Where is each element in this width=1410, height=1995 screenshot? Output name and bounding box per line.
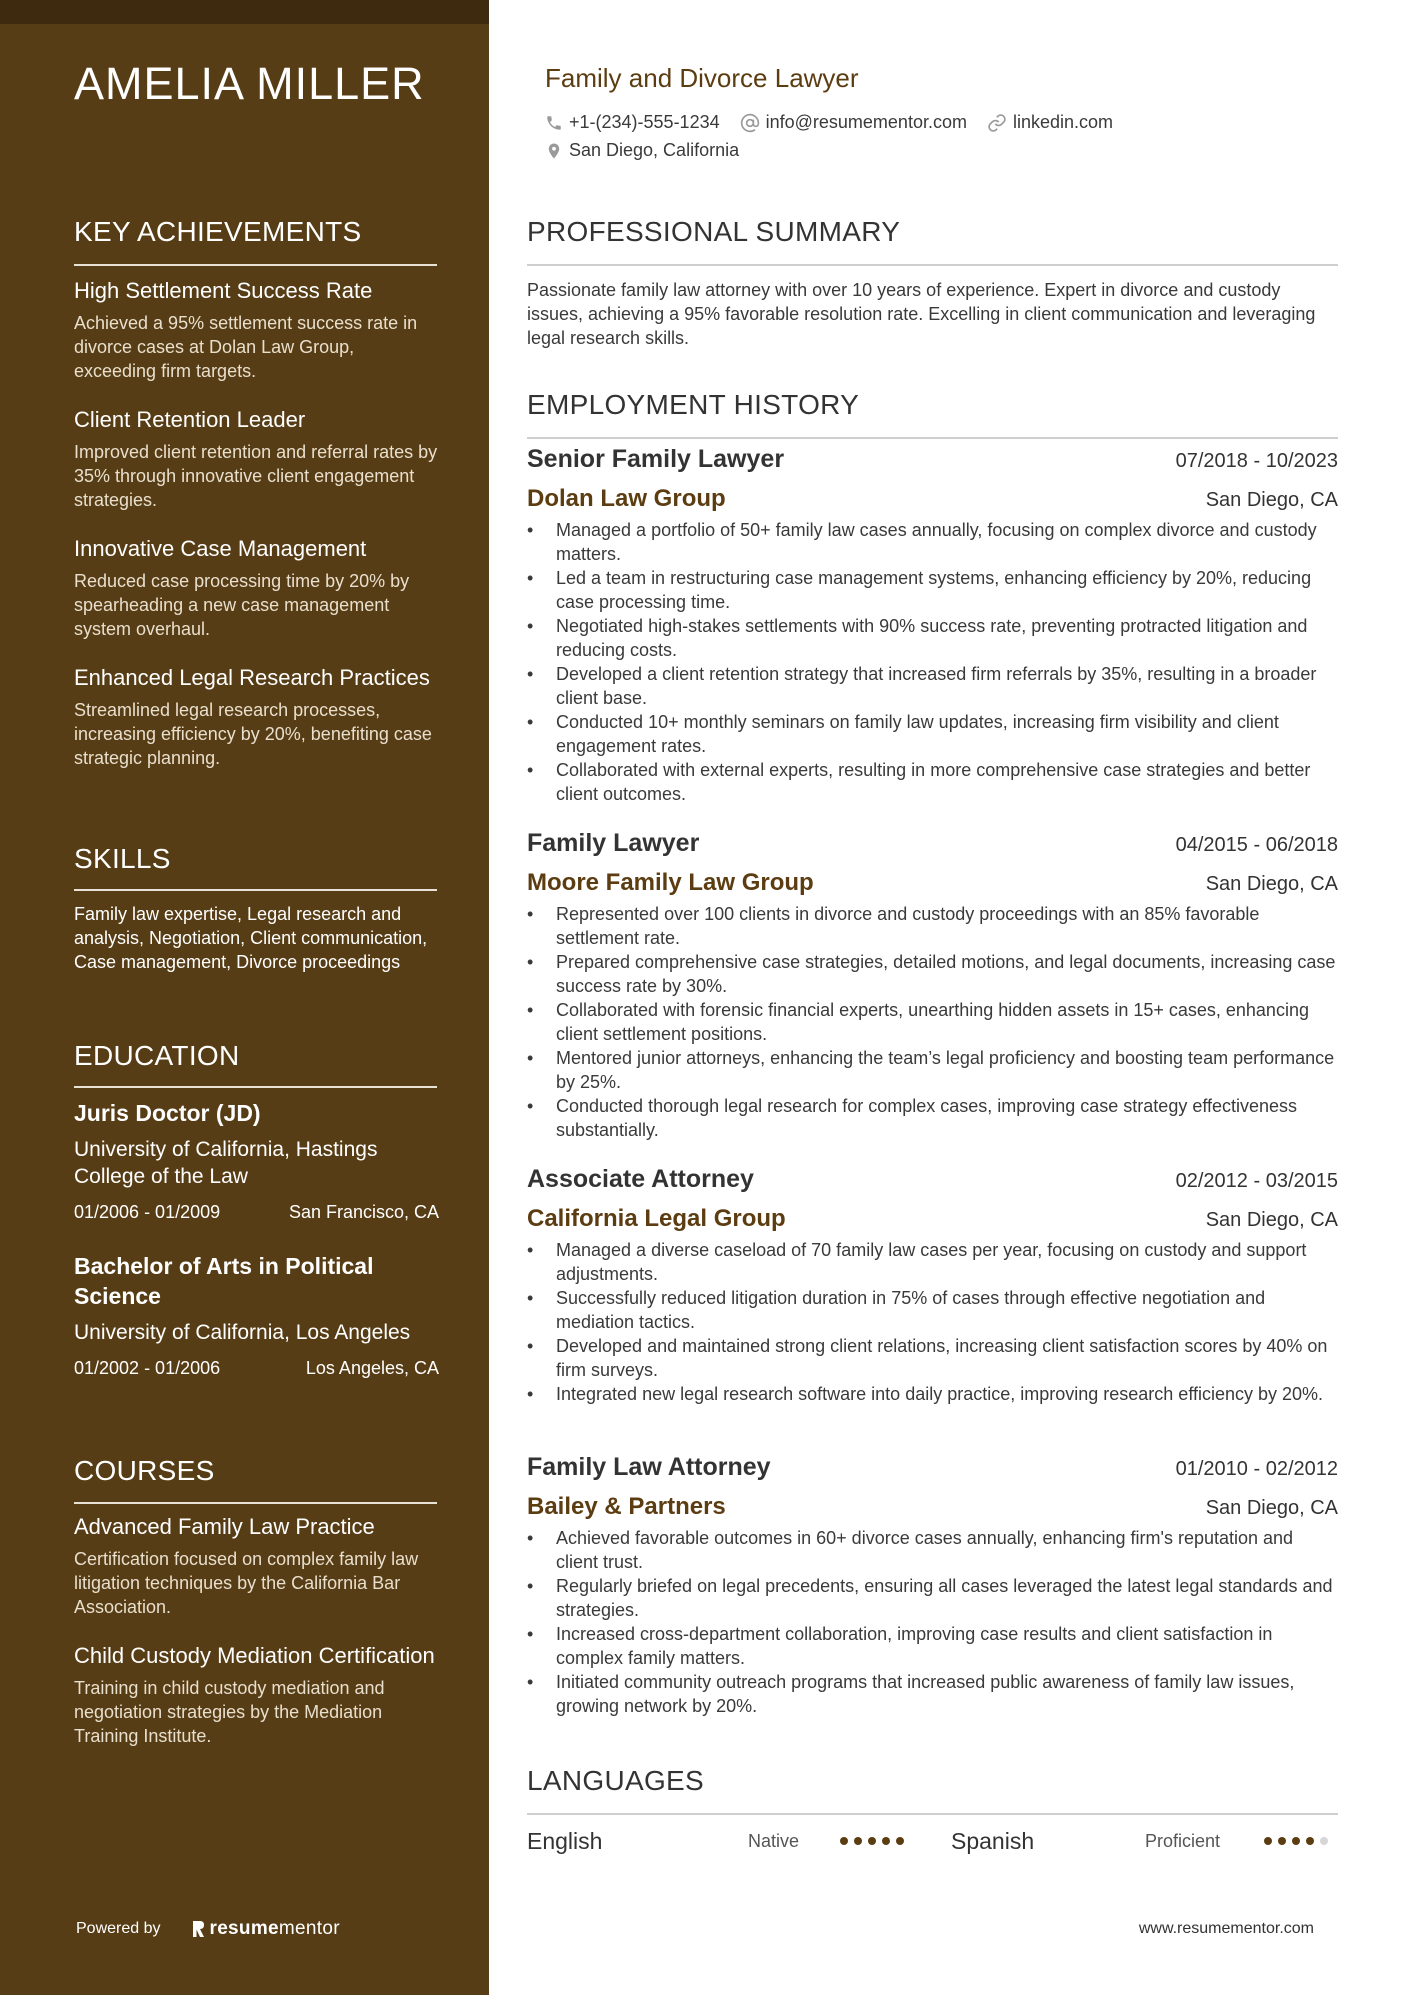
job-bullet: • Managed a diverse caseload of 70 family law cases per year, focusing on custody and support adjustments.	[527, 1238, 1338, 1286]
email-text: info@resumementor.com	[765, 112, 967, 132]
job-bullet: • Prepared comprehensive case strategies, detailed motions, and legal documents, increasing case success rate by 30%.	[527, 950, 1338, 998]
job-bullets	[527, 902, 1338, 1142]
job-bullet: • Regularly briefed on legal precedents, ensuring all cases leveraged the latest legal standards and strategies.	[527, 1574, 1338, 1622]
achievement-desc: Streamlined legal research processes, increasing efficiency by 20%, benefiting case strategic planning.	[74, 700, 432, 768]
job-title: Family Lawyer	[527, 829, 700, 857]
job-bullets	[527, 1238, 1338, 1406]
powered-by	[76, 1918, 340, 1940]
website-footer[interactable]: www.resumementor.com	[1138, 1920, 1314, 1937]
course-title: Advanced Family Law Practice	[74, 1514, 375, 1539]
job-bullet: • Collaborated with forensic financial experts, unearthing hidden assets in 15+ cases, enhancing client settlement positions.	[527, 998, 1338, 1046]
achievement-desc: Reduced case processing time by 20% by spearheading a new case management system overhaul.	[74, 571, 410, 639]
summary-divider	[527, 264, 1338, 266]
language-rating	[840, 1826, 910, 1856]
courses-heading: COURSES	[74, 1455, 215, 1486]
job-bullet: • Developed and maintained strong client relations, increasing client satisfaction scores by 40% on firm surveys.	[527, 1334, 1338, 1382]
courses-divider	[74, 1502, 437, 1504]
summary-heading: PROFESSIONAL SUMMARY	[527, 216, 901, 247]
powered-by-label: Powered by	[76, 1920, 161, 1937]
link-icon	[987, 113, 1007, 133]
job-company: Bailey & Partners	[527, 1493, 726, 1520]
brand-mark-icon	[191, 1920, 205, 1938]
brand-name-bold: resume	[209, 1918, 279, 1939]
job-location: San Diego, CA	[1205, 873, 1338, 895]
job-dates: 04/2015 - 06/2018	[1175, 834, 1338, 856]
achievements-heading: KEY ACHIEVEMENTS	[74, 216, 362, 247]
language-level: Proficient	[1145, 1830, 1221, 1851]
job-title: Family Law Attorney	[527, 1453, 771, 1481]
contact-phone[interactable]	[545, 112, 720, 133]
education-school: University of California, Los Angeles	[74, 1321, 411, 1344]
course-title: Child Custody Mediation Certification	[74, 1643, 435, 1668]
brand-logo[interactable]	[191, 1918, 340, 1940]
job-location: San Diego, CA	[1205, 1209, 1338, 1231]
education-degree: Bachelor of Arts in Political Science	[74, 1253, 374, 1309]
linkedin-text: linkedin.com	[1012, 112, 1114, 132]
language-name: English	[527, 1827, 603, 1854]
education-item	[74, 1098, 439, 1223]
location-text: San Diego, California	[569, 140, 740, 160]
language-name: Spanish	[951, 1827, 1035, 1854]
education-heading: EDUCATION	[74, 1040, 240, 1071]
skills-divider	[74, 889, 437, 891]
job-bullet: • Managed a portfolio of 50+ family law cases annually, focusing on complex divorce and custody matters.	[527, 518, 1338, 566]
achievement-item	[74, 535, 439, 641]
course-item	[74, 1513, 439, 1619]
job-title: Senior Family Lawyer	[527, 445, 785, 473]
job-bullet: • Integrated new legal research software into daily practice, improving research efficiency by 20%.	[527, 1382, 1338, 1406]
rating-dot-filled	[868, 1837, 876, 1845]
job-bullet: • Initiated community outreach programs that increased public awareness of family law issues, growing network by 20%.	[527, 1670, 1338, 1718]
rating-dot-filled	[882, 1837, 890, 1845]
achievement-item	[74, 406, 439, 512]
achievement-desc: Improved client retention and referral rates by 35% through innovative client engagement strategies.	[74, 442, 438, 510]
location-pin-icon	[545, 141, 563, 161]
skills-block	[74, 902, 439, 974]
rating-dot-empty	[1320, 1837, 1328, 1845]
job-bullet: • Increased cross-department collaboration, improving case results and client satisfaction in complex family matters.	[527, 1622, 1338, 1670]
job-title: Associate Attorney	[527, 1165, 754, 1193]
achievements-divider	[74, 264, 437, 266]
achievement-item	[74, 277, 439, 383]
achievement-item	[74, 664, 439, 770]
languages-heading: LANGUAGES	[527, 1765, 704, 1796]
sidebar-top-band	[0, 0, 489, 24]
employment-heading: EMPLOYMENT HISTORY	[527, 389, 860, 420]
education-school: University of California, Hastings College of the Law	[74, 1138, 378, 1188]
language-item	[951, 1826, 1338, 1856]
job-dates: 02/2012 - 03/2015	[1175, 1170, 1338, 1192]
education-location: Los Angeles, CA	[305, 1358, 439, 1378]
job-company: California Legal Group	[527, 1205, 786, 1232]
skills-heading: SKILLS	[74, 843, 171, 874]
job-bullet: • Conducted thorough legal research for complex cases, improving case strategy effectiveness substantially.	[527, 1094, 1338, 1142]
job-location: San Diego, CA	[1205, 1497, 1338, 1519]
job-bullets	[527, 518, 1338, 806]
course-desc: Training in child custody mediation and negotiation strategies by the Mediation Training Institute.	[74, 1678, 385, 1746]
main-content	[489, 0, 1410, 1995]
education-degree: Juris Doctor (JD)	[74, 1100, 261, 1126]
achievement-title: Innovative Case Management	[74, 536, 367, 561]
contact-row-location	[545, 140, 759, 161]
job-headline: Family and Divorce Lawyer	[545, 63, 859, 93]
job-bullet: • Conducted 10+ monthly seminars on family law updates, increasing firm visibility and client engagement rates.	[527, 710, 1338, 758]
education-meta	[74, 1358, 439, 1379]
summary-text: Passionate family law attorney with over 10 years of experience. Expert in divorce and custody issues, achieving a 95% favorable resolution rate. Excelling in client communication and leveraging legal research skills.	[527, 280, 1316, 348]
languages-row	[527, 1826, 1338, 1856]
course-item	[74, 1642, 439, 1748]
job-location: San Diego, CA	[1205, 489, 1338, 511]
education-item	[74, 1251, 439, 1379]
course-desc: Certification focused on complex family law litigation techniques by the California Bar Association.	[74, 1549, 419, 1617]
rating-dot-filled	[896, 1837, 904, 1845]
language-item	[527, 1826, 917, 1856]
education-location: San Francisco, CA	[288, 1202, 439, 1222]
language-level: Native	[748, 1830, 800, 1851]
contact-row	[545, 112, 1133, 133]
candidate-name: AMELIA MILLER	[74, 58, 425, 109]
job-entry	[527, 445, 1338, 806]
phone-icon	[545, 114, 563, 132]
education-divider	[74, 1086, 437, 1088]
achievement-desc: Achieved a 95% settlement success rate in divorce cases at Dolan Law Group, exceeding firm targets.	[74, 313, 418, 381]
education-meta	[74, 1202, 439, 1223]
sidebar	[0, 0, 489, 1995]
rating-dot-filled	[1278, 1837, 1286, 1845]
job-company: Moore Family Law Group	[527, 869, 814, 896]
job-bullet: • Developed a client retention strategy that increased firm referrals by 35%, resulting in a broader client base.	[527, 662, 1338, 710]
achievement-title: Enhanced Legal Research Practices	[74, 665, 430, 690]
rating-dot-filled	[854, 1837, 862, 1845]
job-bullet: • Collaborated with external experts, resulting in more comprehensive case strategies and better client outcomes.	[527, 758, 1338, 806]
job-bullet: • Represented over 100 clients in divorce and custody proceedings with an 85% favorable settlement rate.	[527, 902, 1338, 950]
achievement-title: Client Retention Leader	[74, 407, 306, 432]
job-entry	[527, 1453, 1338, 1718]
contact-linkedin[interactable]	[987, 112, 1113, 133]
job-bullet: • Mentored junior attorneys, enhancing the team’s legal proficiency and boosting team performance by 25%.	[527, 1046, 1338, 1094]
brand-name-light: mentor	[278, 1918, 340, 1939]
education-dates: 01/2002 - 01/2006	[74, 1358, 221, 1378]
contact-location	[545, 140, 739, 161]
rating-dot-filled	[1292, 1837, 1300, 1845]
contact-email[interactable]	[740, 112, 967, 133]
job-entry	[527, 829, 1338, 1142]
phone-text: +1-(234)-555-1234	[569, 112, 720, 132]
employment-divider	[527, 437, 1338, 439]
skills-list: Family law expertise, Legal research and analysis, Negotiation, Client communication, Case management, Divorce proceedings	[74, 904, 428, 972]
job-bullet: • Successfully reduced litigation duration in 75% of cases through effective negotiation and mediation tactics.	[527, 1286, 1338, 1334]
language-rating	[1264, 1826, 1334, 1856]
job-bullet: • Led a team in restructuring case management systems, enhancing efficiency by 20%, reducing case processing time.	[527, 566, 1338, 614]
job-company: Dolan Law Group	[527, 485, 726, 512]
rating-dot-filled	[1306, 1837, 1314, 1845]
job-entry	[527, 1165, 1338, 1406]
languages-divider	[527, 1813, 1338, 1815]
job-dates: 07/2018 - 10/2023	[1175, 450, 1338, 472]
education-dates: 01/2006 - 01/2009	[74, 1202, 221, 1222]
at-sign-icon	[740, 113, 760, 133]
job-bullet: • Negotiated high-stakes settlements with 90% success rate, preventing protracted litigation and reducing costs.	[527, 614, 1338, 662]
rating-dot-filled	[840, 1837, 848, 1845]
achievement-title: High Settlement Success Rate	[74, 278, 373, 303]
job-bullet: • Achieved favorable outcomes in 60+ divorce cases annually, enhancing firm's reputation and client trust.	[527, 1526, 1338, 1574]
rating-dot-filled	[1264, 1837, 1272, 1845]
job-dates: 01/2010 - 02/2012	[1175, 1458, 1338, 1480]
job-bullets	[527, 1526, 1338, 1718]
